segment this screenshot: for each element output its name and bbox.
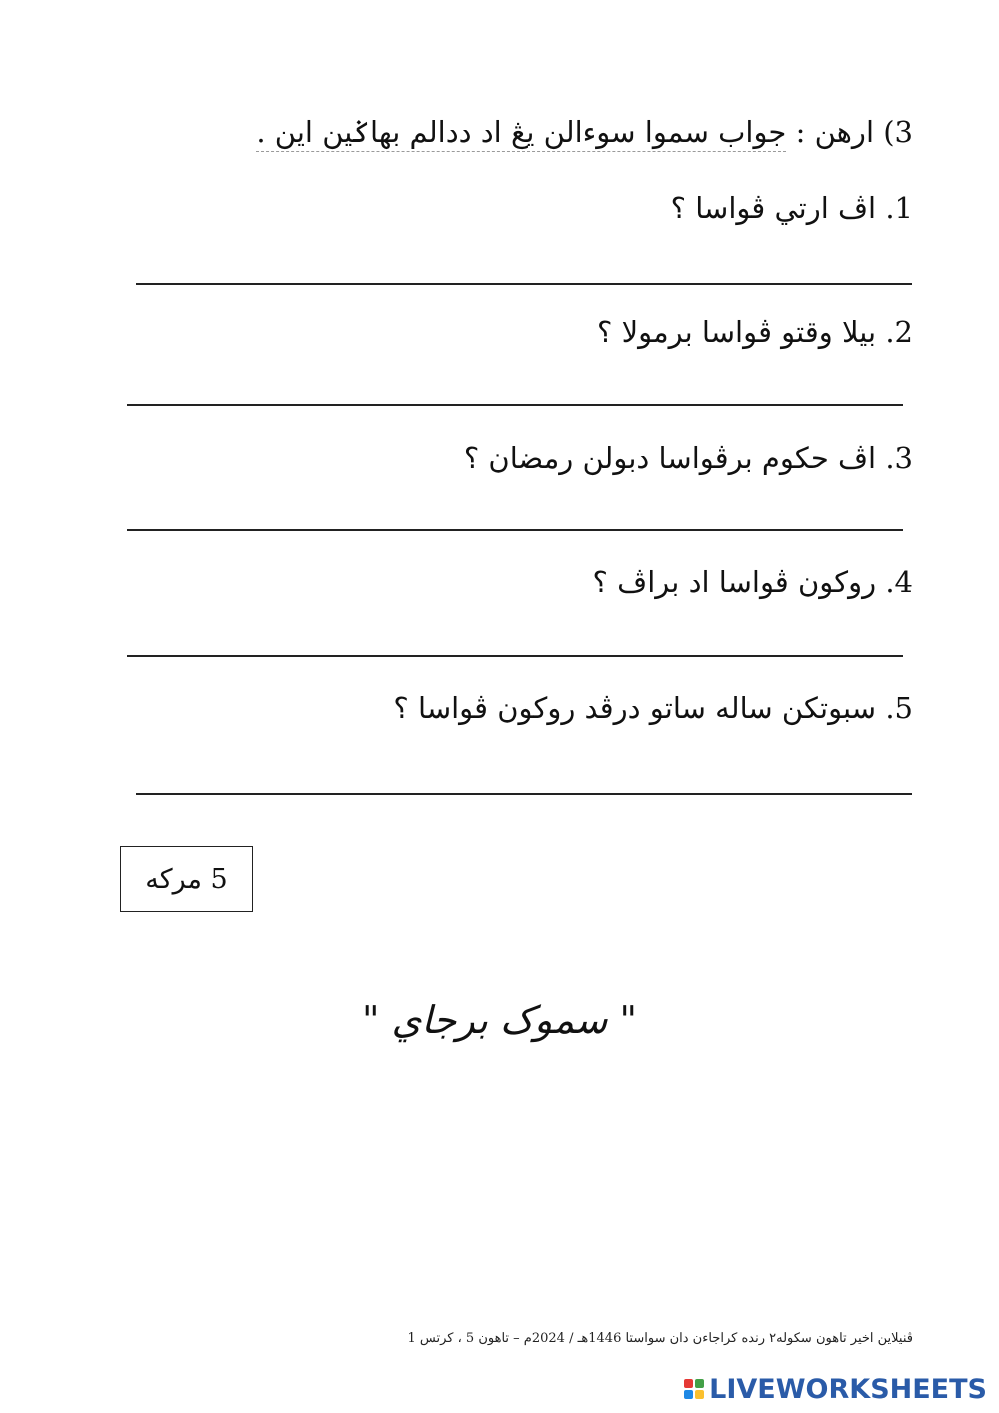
question-text: اڤ حکوم برڤواسا دبولن رمضان ؟	[463, 441, 877, 475]
instruction-number: 3)	[883, 115, 913, 149]
answer-input-5[interactable]	[136, 757, 916, 793]
question-text: روکون ڤواسا اد براڤ ؟	[592, 565, 877, 599]
logo-square-yellow	[695, 1390, 704, 1399]
liveworksheets-logo	[684, 1372, 987, 1406]
answer-input-2[interactable]	[127, 368, 907, 404]
question-4	[593, 558, 913, 606]
motto: " سموک برجاي "	[362, 998, 637, 1042]
question-text: سبوتکن ساله ساتو درڤد روکون ڤواسا ؟	[393, 691, 877, 725]
brand-name: LIVEWORKSHEETS	[709, 1373, 987, 1405]
answer-input-4[interactable]	[127, 619, 907, 655]
question-5	[393, 684, 913, 732]
answer-line-3	[127, 529, 903, 531]
question-2	[597, 308, 913, 356]
question-number: 4.	[885, 565, 913, 599]
question-text: اڤ ارتي ڤواسا ؟	[670, 191, 877, 225]
answer-input-3[interactable]	[127, 493, 907, 529]
question-3	[464, 434, 913, 482]
logo-square-green	[695, 1379, 704, 1388]
question-number: 5.	[885, 691, 913, 725]
question-1	[671, 184, 913, 232]
question-number: 3.	[885, 441, 913, 475]
instruction-label: ارهن :	[795, 115, 874, 149]
answer-input-1[interactable]	[136, 247, 916, 283]
logo-square-blue	[684, 1390, 693, 1399]
answer-line-2	[127, 404, 903, 406]
question-number: 1.	[885, 191, 913, 225]
question-number: 2.	[885, 315, 913, 349]
instruction	[256, 108, 913, 156]
answer-line-1	[136, 283, 912, 285]
question-text: بيلا وقتو ڤواسا برمولا ؟	[596, 315, 877, 349]
liveworksheets-icon	[684, 1379, 704, 1399]
answer-line-5	[136, 793, 912, 795]
footer-text: ڤنيلاين اخير تاهون سکوله٢ رنده کراجاءن دان سواستا 1446هـ / 2024م – تاهون 5 ، ک‍رتس 1	[407, 1331, 913, 1346]
instruction-body: جواب سموا سوءالن يڠ اد ددالم بهاݢين اين .	[256, 115, 786, 152]
answer-line-4	[127, 655, 903, 657]
marks-label: 5 مرکه	[145, 863, 228, 895]
logo-square-red	[684, 1379, 693, 1388]
marks-box	[120, 846, 253, 912]
